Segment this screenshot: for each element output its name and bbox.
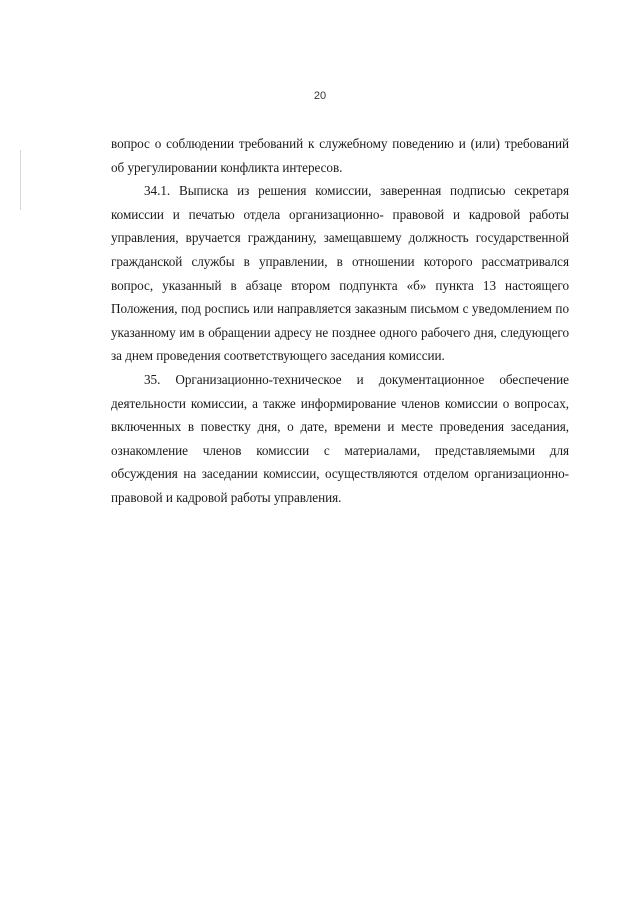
paragraph-35: 35. Организационно-техническое и документационное обеспечение деятельности комиссии, а также информирование членов комиссии о вопросах, включенных в повестку дня, о дате, времени и месте проведения заседания, ознакомление членов комиссии с материалами, представляемыми для обсуждения на заседании комиссии, осуществляются отделом организационно-правовой и кадровой работы управления. xyxy=(111,371,569,505)
paragraph-continuation: вопрос о соблюдении требований к служебному поведению и (или) требований об урегулировании конфликта интересов. xyxy=(111,136,569,175)
paragraph-34-1: 34.1. Выписка из решения комиссии, заверенная подписью секретаря комиссии и печатью отдела организационно- правовой и кадровой работы управления, вручается гражданину, замещавшему должность государственной гражданской службы в управлении, в отношении которого рассматривался вопрос, указанный в абзаце втором подпункта «б» пункта 13 настоящего Положения, под роспись или направляется заказным письмом с уведомлением по указанному им в обращении адресу не позднее одного рабочего дня, следующего за днем проведения соответствующего заседания комиссии. xyxy=(111,183,569,364)
scan-margin-mark xyxy=(20,150,21,210)
page-number: 20 xyxy=(313,90,327,102)
document-body xyxy=(111,132,569,510)
